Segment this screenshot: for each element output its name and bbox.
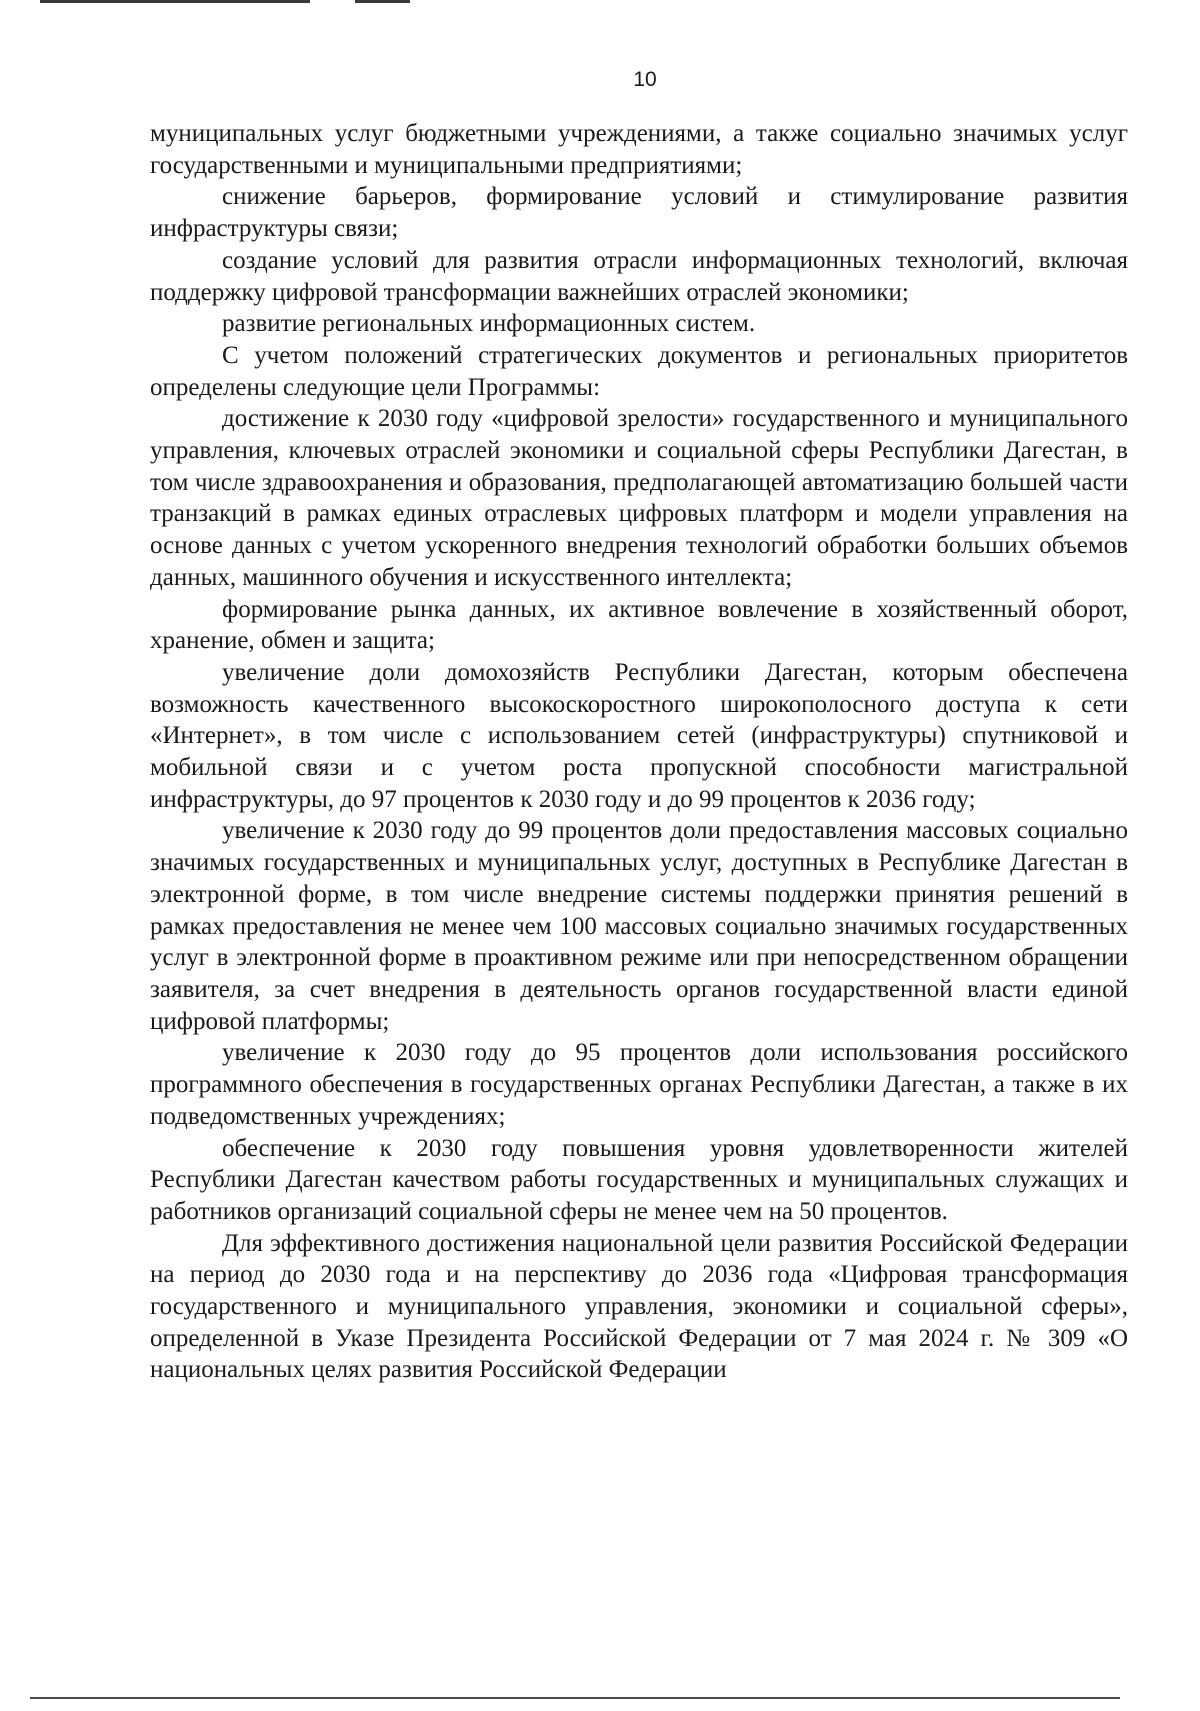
paragraph: Для эффективного достижения национальной цели развития Российской Федерации на период до 2030 года и на перспективу до 2036 года «Цифровая трансформация государственного и муниципального управления, экономики и социальной сферы», определенной в Указе Президента Российской Федерации от 7 мая 2024 г. № 309 «О национальных целях развития Российской Федерации — [150, 1229, 1128, 1384]
paragraph: обеспечение к 2030 году повышения уровня удовлетворенности жителей Республики Дагестан качеством работы государственных и муниципальных служащих и работников организаций социальной сферы не менее чем на 50 процентов. — [150, 1134, 1128, 1225]
paragraph: развитие региональных информационных систем. — [222, 310, 756, 338]
paragraph: создание условий для развития отрасли информационных технологий, включая поддержку цифровой трансформации важнейших отраслей экономики; — [150, 246, 1128, 306]
document-body — [150, 118, 1128, 1386]
paragraph: снижение барьеров, формирование условий и стимулирование развития инфраструктуры связи; — [150, 183, 1128, 243]
paragraph: увеличение к 2030 году до 95 процентов доли использования российского программного обеспечения в государственных органах Республики Дагестан, а также в их подведомственных учреждениях; — [150, 1039, 1128, 1130]
paragraph: увеличение доли домохозяйств Республики Дагестан, которым обеспечена возможность качественного высокоскоростного широкополосного доступа к сети «Интернет», в том числе с использованием сетей (инфраструктуры) спутниковой и мобильной связи и с учетом роста пропускной способности магистральной инфраструктуры, до 97 процентов к 2030 году и до 99 процентов к 2036 году; — [150, 658, 1128, 813]
paragraph: С учетом положений стратегических документов и региональных приоритетов определены следующие цели Программы: — [150, 341, 1128, 401]
scan-edge-line — [30, 1697, 1120, 1699]
paragraph-continuation: муниципальных услуг бюджетными учреждениями, а также социально значимых услуг государственными и муниципальными предприятиями; — [150, 120, 1128, 179]
page-number: 10 — [633, 68, 657, 91]
paragraph: формирование рынка данных, их активное вовлечение в хозяйственный оборот, хранение, обмен и защита; — [150, 595, 1128, 655]
scan-edge-line — [355, 0, 410, 3]
paragraph: достижение к 2030 году «цифровой зрелости» государственного и муниципального управления, ключевых отраслей экономики и социальной сферы Республики Дагестан, в том числе здравоохранения и образования, предполагающей автоматизацию большей части транзакций в рамках единых отраслевых цифровых платформ и модели управления на основе данных с учетом ускоренного внедрения технологий обработки больших объемов данных, машинного обучения и искусственного интеллекта; — [150, 405, 1128, 591]
scan-edge-line — [40, 0, 310, 3]
paragraph: увеличение к 2030 году до 99 процентов доли предоставления массовых социально значимых государственных и муниципальных услуг, доступных в Республике Дагестан в электронной форме, в том числе внедрение системы поддержки принятия решений в рамках предоставления не менее чем 100 массовых социально значимых государственных услуг в электронной форме в проактивном режиме или при непосредственном обращении заявителя, за счет внедрения в деятельность органов государственной власти единой цифровой платформы; — [150, 817, 1128, 1035]
